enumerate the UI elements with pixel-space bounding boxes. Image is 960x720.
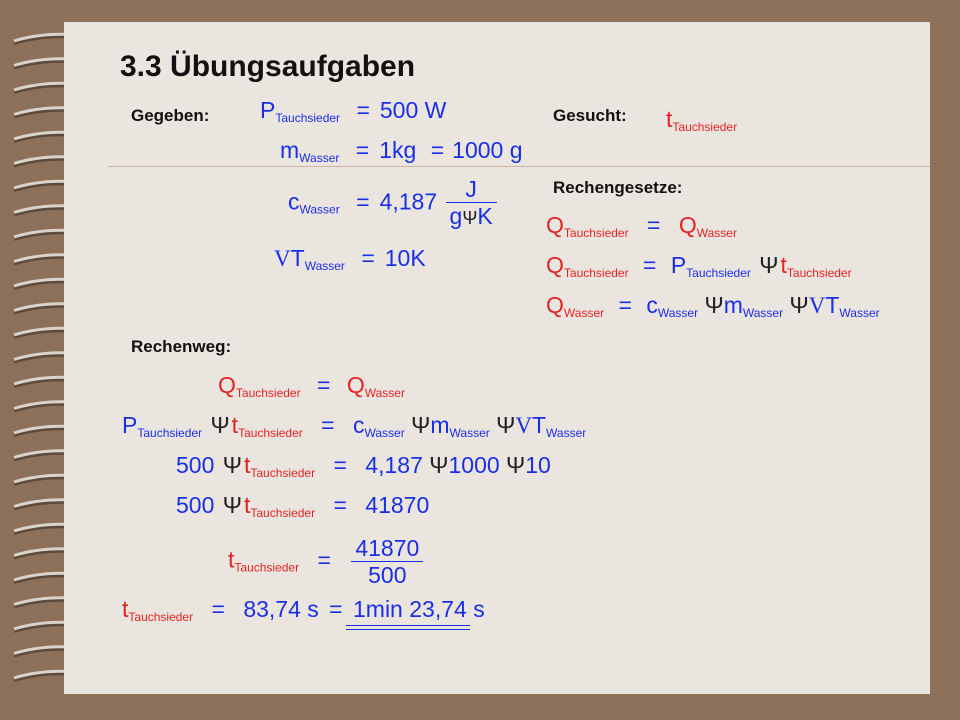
wanted-time: $t_{Tauchsieder}$ <box>666 106 738 134</box>
unit-fraction: $\frac{J}{\text{gΨK}}$ <box>446 176 497 231</box>
step-2: $P_{Tauchsieder}$ $\Psi t_{Tauchsieder} = c_{Wasser}$ $\Psi m_{Wasser}$ $\Psi VT_{Wasser}$ <box>122 412 587 440</box>
label-rechengesetze: Rechengesetze: <box>553 178 683 197</box>
law-heater-energy: $Q_{Tauchsieder} = P_{Tauchsieder}$ $\Psi t_{Tauchsieder}$ <box>546 252 852 280</box>
result-fraction: $\frac{41870}{500}$ <box>351 535 423 588</box>
result-underline-2 <box>346 629 470 630</box>
given-power: $P_{Tauchsieder} = 500$ W <box>260 97 447 125</box>
step-6-result: $t_{Tauchsieder} = 83,74$ s = 1min 23,74 s <box>122 596 485 624</box>
law-water-energy: $Q_{Wasser} = c_{Wasser}$ $\Psi m_{Wasser}$ $\Psi VT_{Wasser}$ <box>546 292 880 320</box>
label-gegeben: Gegeben: <box>131 106 210 125</box>
label-gesucht: Gesucht: <box>553 106 627 125</box>
step-4: 500 $\Psi t_{Tauchsieder} = 41870$ <box>176 492 430 520</box>
step-5: $t_{Tauchsieder}$ = $\frac{41870}{500}$ <box>228 535 425 588</box>
given-delta-t: $VT_{Wasser} = 10K$ <box>274 245 426 273</box>
step-3: 500 $\Psi t_{Tauchsieder} = 4,187$ Ψ1000 Ψ10 <box>176 452 551 480</box>
given-specific-heat: $c_{Wasser} = 4,187$ $\frac{J}{\text{gΨK}}$ <box>288 176 499 231</box>
page-title: 3.3 Übungsaufgaben <box>120 50 416 83</box>
given-mass: $m_{Wasser} = 1kg = 1000$ g <box>280 137 523 165</box>
label-rechenweg: Rechenweg: <box>131 337 232 356</box>
law-energy-balance: $Q_{Tauchsieder} = Q_{Wasser}$ <box>546 212 737 240</box>
result-underline-1 <box>346 625 470 626</box>
step-1: $Q_{Tauchsieder} = Q_{Wasser}$ <box>218 372 405 400</box>
